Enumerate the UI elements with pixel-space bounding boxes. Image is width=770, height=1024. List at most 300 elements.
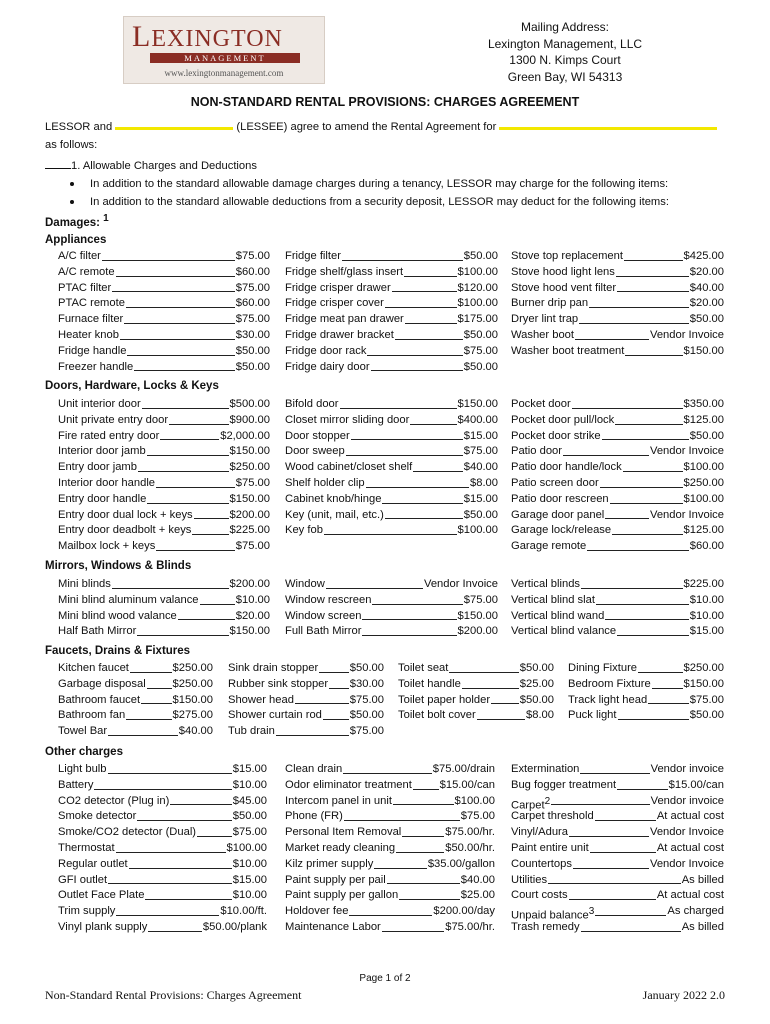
- charge-amount: $30.00: [349, 677, 384, 690]
- lessee-field[interactable]: [115, 127, 233, 130]
- charge-amount: $45.00: [232, 794, 267, 807]
- charge-amount: $100.00: [683, 461, 724, 474]
- charge-name: Entry door deadbolt + keys: [58, 524, 192, 537]
- leader-line: [638, 661, 683, 673]
- charge-name: Odor eliminator treatment: [285, 778, 412, 791]
- leader-line: [385, 296, 457, 308]
- leader-line: [405, 312, 457, 324]
- charge-amount: $10.00: [232, 778, 267, 791]
- charge-amount: $60.00: [235, 265, 270, 278]
- leader-line: [595, 904, 666, 916]
- charge-item: [58, 677, 213, 693]
- leader-line: [579, 312, 689, 324]
- charge-item: [285, 577, 498, 593]
- doors-column: [285, 397, 498, 539]
- leader-line: [323, 708, 349, 720]
- charge-item: [285, 508, 498, 524]
- charge-name: Wood cabinet/closet shelf: [285, 461, 413, 474]
- charge-item: [285, 413, 498, 429]
- charge-item: [511, 476, 724, 492]
- leader-line: [346, 444, 463, 456]
- charge-amount: Vendor invoice: [650, 794, 724, 807]
- leader-line: [145, 888, 231, 900]
- bullet-icon: [70, 182, 74, 186]
- leader-line: [362, 609, 456, 621]
- charge-name: Freezer handle: [58, 360, 134, 373]
- charge-name: Sink drain stopper: [228, 662, 319, 674]
- charge-item: [228, 724, 384, 740]
- leader-line: [413, 778, 439, 790]
- charge-item: [568, 661, 724, 677]
- charge-name: A/C filter: [58, 250, 101, 262]
- charge-item: [511, 873, 724, 889]
- charge-amount: $150.00: [229, 445, 270, 458]
- charge-amount: $400.00: [457, 413, 498, 426]
- leader-line: [402, 825, 444, 837]
- leader-line: [563, 444, 649, 456]
- charge-item: [285, 794, 495, 810]
- charge-amount: $50.00: [463, 250, 498, 262]
- charge-item: [228, 693, 384, 709]
- charge-name: Door stopper: [285, 429, 350, 442]
- charge-name: Fridge crisper cover: [285, 297, 384, 310]
- leader-line: [178, 609, 235, 621]
- charge-item: [58, 413, 270, 429]
- charge-item: [285, 344, 498, 360]
- charge-item: [285, 920, 495, 936]
- mirrors-column: [58, 577, 270, 640]
- leader-line: [112, 281, 235, 293]
- leader-line: [374, 857, 427, 869]
- charge-name: Fridge shelf/glass insert: [285, 265, 404, 278]
- page-title: NON-STANDARD RENTAL PROVISIONS: CHARGES AGREEMENT: [190, 95, 580, 109]
- charge-amount: $75.00: [235, 476, 270, 489]
- charge-amount: $200.00: [229, 578, 270, 590]
- charge-amount: $75.00/hr.: [445, 920, 495, 933]
- charge-item: [511, 328, 724, 344]
- charge-item: [511, 809, 724, 825]
- bullet-icon: [70, 200, 74, 204]
- charge-item: [285, 492, 498, 508]
- charge-amount: $50.00: [463, 328, 498, 341]
- charge-item: [285, 841, 495, 857]
- leader-line: [581, 577, 683, 589]
- leader-line: [124, 312, 234, 324]
- charge-amount: As billed: [681, 920, 724, 933]
- charge-name: Carpet2: [511, 795, 551, 812]
- leader-line: [396, 841, 444, 853]
- logo-wordmark: LEXINGTON: [132, 20, 283, 53]
- charge-name: Patio door rescreen: [511, 492, 609, 505]
- charge-item: [58, 265, 270, 281]
- initial-field[interactable]: [45, 168, 71, 169]
- charge-item: [285, 523, 498, 539]
- leader-line: [170, 794, 231, 806]
- charge-item: [58, 312, 270, 328]
- charge-name: Shower curtain rod: [228, 709, 322, 722]
- charge-name: Bifold door: [285, 398, 339, 410]
- charge-amount: At actual cost: [656, 841, 724, 854]
- charge-name: Shelf holder clip: [285, 476, 365, 489]
- charge-name: Fridge handle: [58, 344, 127, 357]
- charge-item: [511, 492, 724, 508]
- charge-name: Puck light: [568, 709, 617, 722]
- charge-amount: Vendor Invoice: [649, 857, 724, 870]
- charge-item: [511, 624, 724, 640]
- charge-name: Window: [285, 578, 325, 590]
- leader-line: [329, 677, 349, 689]
- charge-item: [511, 344, 724, 360]
- charge-item: [58, 873, 267, 889]
- charge-amount: $60.00: [235, 297, 270, 310]
- charge-item: [228, 661, 384, 677]
- leader-line: [138, 460, 229, 472]
- charge-item: [285, 857, 495, 873]
- charge-item: [398, 693, 554, 709]
- charge-item: [511, 296, 724, 312]
- charge-name: Trash remedy: [511, 920, 580, 933]
- other-column: [511, 762, 724, 936]
- charge-item: [511, 825, 724, 841]
- charge-amount: Vendor Invoice: [423, 578, 498, 590]
- page-number: Page 1 of 2: [359, 973, 411, 984]
- charge-name: Unit private entry door: [58, 413, 169, 426]
- charge-name: Vertical blinds: [511, 578, 581, 590]
- charge-name: Dryer lint trap: [511, 313, 579, 326]
- charge-amount: $15.00: [463, 429, 498, 442]
- charge-amount: $40.00: [463, 461, 498, 474]
- charge-item: [568, 677, 724, 693]
- heading-faucets: Faucets, Drains & Fixtures: [45, 645, 191, 657]
- charge-name: Holdover fee: [285, 905, 349, 918]
- leader-line: [127, 344, 234, 356]
- charge-item: [58, 888, 267, 904]
- charge-item: [285, 873, 495, 889]
- charge-amount: $150.00: [683, 344, 724, 357]
- leader-line: [387, 873, 460, 885]
- charge-name: Towel Bar: [58, 725, 108, 738]
- footnote-marker: 3: [588, 906, 595, 918]
- leader-line: [385, 508, 463, 520]
- charge-amount: $150.00: [683, 677, 724, 690]
- charge-amount: $10.00/ft.: [220, 905, 267, 918]
- charge-name: Key fob: [285, 524, 323, 537]
- charge-item: [285, 593, 498, 609]
- charge-item: [58, 708, 213, 724]
- charge-amount: $150.00: [172, 693, 213, 706]
- leader-line: [382, 492, 462, 504]
- charge-amount: Vendor Invoice: [649, 445, 724, 458]
- charge-item: [511, 249, 724, 265]
- leader-line: [615, 413, 682, 425]
- leader-line: [108, 724, 178, 736]
- charge-amount: $50.00/plank: [202, 920, 267, 933]
- charge-name: Closet mirror sliding door: [285, 413, 410, 426]
- charge-name: Fridge drawer bracket: [285, 328, 394, 341]
- charge-amount: $50.00: [519, 662, 554, 674]
- damages-label: Damages: 1: [45, 213, 109, 229]
- charge-amount: $200.00: [457, 625, 498, 638]
- leader-line: [404, 265, 456, 277]
- leader-line: [108, 873, 232, 885]
- charge-amount: $100.00: [226, 841, 267, 854]
- charge-name: Bathroom faucet: [58, 693, 141, 706]
- charge-amount: $35.00/gallon: [427, 857, 495, 870]
- leader-line: [148, 920, 202, 932]
- charge-item: [511, 444, 724, 460]
- charge-name: Regular outlet: [58, 857, 128, 870]
- charge-amount: $50.00: [235, 344, 270, 357]
- charge-item: [511, 593, 724, 609]
- leader-line: [102, 249, 235, 261]
- heading-mirrors: Mirrors, Windows & Blinds: [45, 560, 192, 572]
- charge-amount: $75.00/hr.: [445, 826, 495, 839]
- charge-name: Kitchen faucet: [58, 662, 129, 674]
- charge-name: Clean drain: [285, 763, 343, 775]
- charge-item: [58, 328, 270, 344]
- charge-amount: $15.00/can: [439, 778, 495, 791]
- charge-item: [511, 523, 724, 539]
- leader-line: [94, 778, 231, 790]
- charge-amount: $15.00: [689, 625, 724, 638]
- charge-item: [511, 539, 724, 555]
- heading-appliances: Appliances: [45, 234, 107, 246]
- charge-name: A/C remote: [58, 265, 115, 278]
- charge-amount: $100.00: [683, 492, 724, 505]
- charge-name: Bug fogger treatment: [511, 778, 617, 791]
- leader-line: [596, 593, 689, 605]
- charge-name: Utilities: [511, 873, 548, 886]
- charge-amount: $15.00: [232, 873, 267, 886]
- charge-name: CO2 detector (Plug in): [58, 794, 170, 807]
- logo-subtitle: MANAGEMENT: [150, 53, 300, 63]
- footer-title: Non-Standard Rental Provisions: Charges Agreement: [45, 988, 302, 1002]
- charge-amount: $125.00: [683, 524, 724, 537]
- charge-item: [285, 809, 495, 825]
- leader-line: [652, 677, 683, 689]
- charge-item: [285, 312, 498, 328]
- charge-amount: $50.00: [689, 313, 724, 326]
- charge-item: [285, 360, 498, 376]
- charge-item: [511, 920, 724, 936]
- charge-item: [58, 296, 270, 312]
- charge-item: [228, 708, 384, 724]
- charge-item: [398, 708, 554, 724]
- charge-item: [285, 778, 495, 794]
- charge-amount: $20.00: [689, 265, 724, 278]
- leader-line: [595, 809, 656, 821]
- faucets-column: [568, 661, 724, 724]
- leader-line: [134, 360, 235, 372]
- leader-line: [610, 492, 683, 504]
- charge-amount: $425.00: [683, 250, 724, 262]
- charge-item: [285, 460, 498, 476]
- leader-line: [147, 677, 172, 689]
- charge-name: Extermination: [511, 763, 580, 775]
- charge-amount: $25.00: [460, 889, 495, 902]
- charge-name: Vinyl/Adura: [511, 826, 569, 839]
- charge-name: Thermostat: [58, 841, 115, 854]
- charge-amount: $120.00: [457, 281, 498, 294]
- charge-item: [285, 904, 495, 920]
- charge-amount: $100.00: [454, 794, 495, 807]
- charge-name: Vertical blind valance: [511, 625, 617, 638]
- leader-line: [129, 857, 232, 869]
- charge-amount: $40.00: [460, 873, 495, 886]
- charge-amount: $100.00: [457, 297, 498, 310]
- charge-amount: $150.00: [457, 609, 498, 622]
- charge-item: [568, 693, 724, 709]
- leader-line: [349, 904, 432, 916]
- charge-name: Fire rated entry door: [58, 429, 160, 442]
- charge-amount: $75.00: [235, 313, 270, 326]
- charge-amount: $10.00: [689, 593, 724, 606]
- charge-item: [58, 920, 267, 936]
- charge-amount: $50.00: [235, 360, 270, 373]
- charge-name: Window screen: [285, 609, 362, 622]
- charge-amount: $200.00: [229, 508, 270, 521]
- charge-item: [58, 693, 213, 709]
- charge-name: Vinyl plank supply: [58, 920, 148, 933]
- charge-name: Window rescreen: [285, 593, 372, 606]
- charge-item: [285, 888, 495, 904]
- charge-item: [58, 661, 213, 677]
- appliances-column: [285, 249, 498, 375]
- charge-name: Market ready cleaning: [285, 841, 396, 854]
- charge-item: [58, 841, 267, 857]
- charge-amount: $10.00: [689, 609, 724, 622]
- doors-column: [511, 397, 724, 555]
- charge-name: Carpet threshold: [511, 810, 594, 823]
- charge-amount: $125.00: [683, 413, 724, 426]
- charge-name: Phone (FR): [285, 810, 343, 823]
- charge-name: Light bulb: [58, 763, 107, 775]
- charge-name: Personal Item Removal: [285, 826, 402, 839]
- other-column: [58, 762, 267, 936]
- charge-amount: $75.00: [349, 725, 384, 738]
- logo-url: www.lexingtonmanagement.com: [164, 68, 284, 78]
- charge-item: [511, 609, 724, 625]
- charge-item: [58, 492, 270, 508]
- leader-line: [126, 296, 235, 308]
- charge-name: Court costs: [511, 889, 568, 902]
- charge-amount: $225.00: [229, 524, 270, 537]
- charge-amount: As charged: [667, 905, 724, 918]
- charge-item: [228, 677, 384, 693]
- bullet-deductions: In addition to the standard allowable deductions from a security deposit, LESSOR may deduct for the following items:: [70, 196, 669, 208]
- appliances-column: [58, 249, 270, 375]
- charge-item: [58, 904, 267, 920]
- property-field[interactable]: [499, 127, 717, 130]
- charge-name: Patio door handle/lock: [511, 461, 622, 474]
- charge-amount: $150.00: [229, 492, 270, 505]
- leader-line: [413, 460, 463, 472]
- leader-line: [130, 661, 172, 673]
- leader-line: [551, 794, 649, 806]
- charge-amount: $8.00: [470, 476, 498, 489]
- charge-amount: $75.00: [689, 693, 724, 706]
- section-1-heading: 1. Allowable Charges and Deductions: [45, 160, 257, 172]
- charge-amount: $225.00: [683, 578, 724, 590]
- charge-item: [58, 857, 267, 873]
- charge-amount: $50.00: [349, 662, 384, 674]
- footer-version: January 2022 2.0: [642, 988, 725, 1002]
- charge-name: Fridge door rack: [285, 344, 367, 357]
- leader-line: [367, 344, 462, 356]
- leader-line: [587, 539, 689, 551]
- leader-line: [112, 577, 229, 589]
- charge-amount: $50.00: [463, 508, 498, 521]
- leader-line: [137, 624, 228, 636]
- bullet-charges: In addition to the standard allowable damage charges during a tenancy, LESSOR may charge for the following items:: [70, 178, 668, 190]
- leader-line: [590, 841, 656, 853]
- charge-item: [58, 397, 270, 413]
- charge-name: Burner drip pan: [511, 297, 589, 310]
- charge-name: Entry door handle: [58, 492, 147, 505]
- charge-name: Shower head: [228, 693, 294, 706]
- faucets-column: [58, 661, 213, 740]
- charge-item: [285, 265, 498, 281]
- charge-name: Intercom panel in unit: [285, 794, 392, 807]
- charge-item: [511, 397, 724, 413]
- charge-name: Track light head: [568, 693, 648, 706]
- leader-line: [116, 904, 219, 916]
- appliances-column: [511, 249, 724, 360]
- charge-name: Cabinet knob/hinge: [285, 492, 382, 505]
- leader-line: [108, 762, 232, 774]
- charge-amount: $250.00: [172, 662, 213, 674]
- charge-item: [58, 577, 270, 593]
- charge-item: [58, 444, 270, 460]
- charge-amount: $75.00: [235, 281, 270, 294]
- leader-line: [147, 444, 229, 456]
- charge-name: Stove top replacement: [511, 250, 623, 262]
- charge-name: Entry door jamb: [58, 461, 137, 474]
- leader-line: [602, 429, 689, 441]
- charge-name: Unit interior door: [58, 398, 141, 410]
- leader-line: [342, 249, 463, 261]
- charge-item: [511, 841, 724, 857]
- leader-line: [372, 593, 462, 605]
- leader-line: [116, 841, 226, 853]
- charge-item: [511, 857, 724, 873]
- charge-amount: $50.00: [519, 693, 554, 706]
- other-column: [285, 762, 495, 936]
- charge-name: Full Bath Mirror: [285, 625, 362, 638]
- leader-line: [580, 762, 649, 774]
- charge-item: [58, 624, 270, 640]
- charge-amount: Vendor invoice: [650, 763, 724, 775]
- leader-line: [200, 593, 235, 605]
- leader-line: [462, 677, 519, 689]
- charge-item: [58, 794, 267, 810]
- leader-line: [160, 429, 219, 441]
- charge-amount: $75.00: [463, 344, 498, 357]
- leader-line: [194, 508, 229, 520]
- leader-line: [324, 523, 457, 535]
- charge-name: Heater knob: [58, 328, 119, 341]
- charge-amount: $15.00: [463, 492, 498, 505]
- charge-item: [58, 762, 267, 778]
- charge-name: Paint entire unit: [511, 841, 589, 854]
- charge-name: Smoke detector: [58, 810, 137, 823]
- charge-item: [285, 825, 495, 841]
- leader-line: [625, 344, 682, 356]
- leader-line: [589, 296, 689, 308]
- leader-line: [612, 523, 682, 535]
- charge-name: Mini blind wood valance: [58, 609, 177, 622]
- charge-name: Entry door dual lock + keys: [58, 508, 193, 521]
